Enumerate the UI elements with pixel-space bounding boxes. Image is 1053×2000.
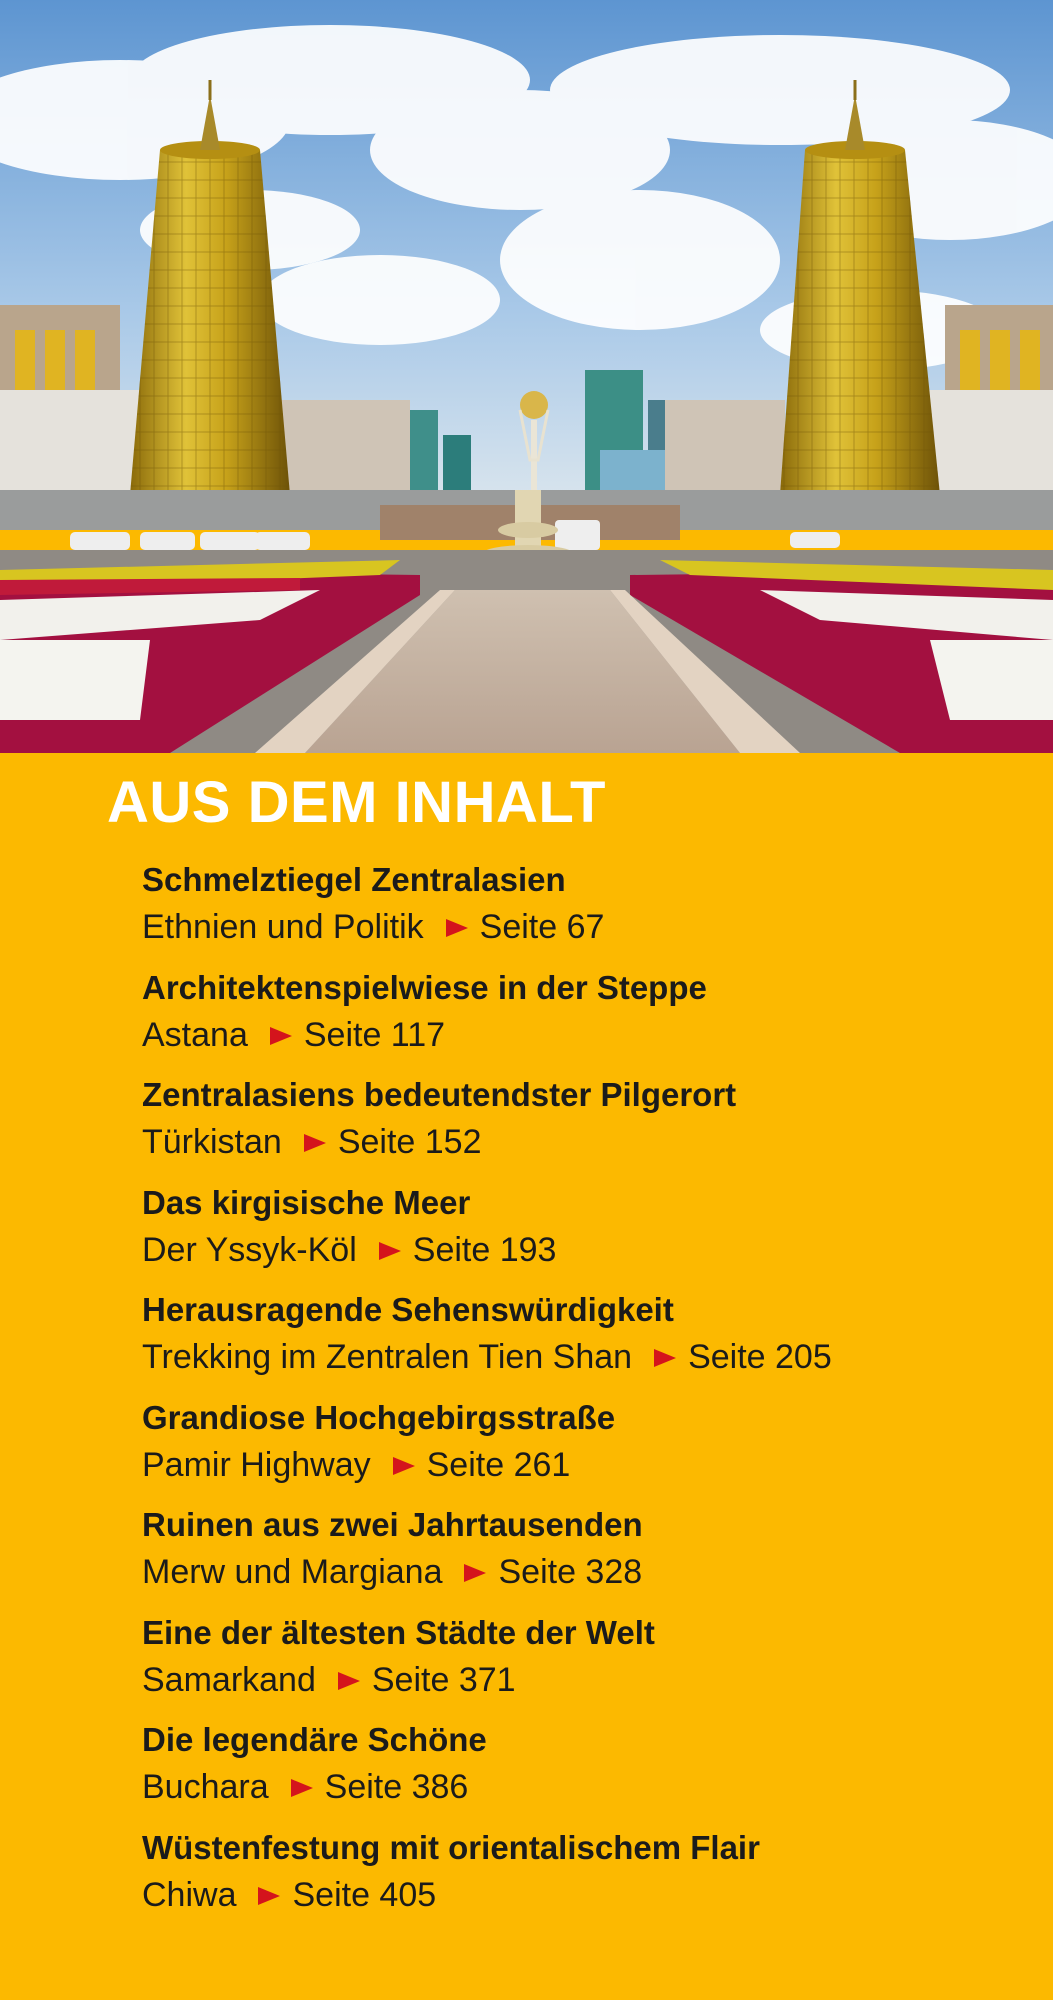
toc-list <box>142 857 1022 1932</box>
toc-entry-subtitle-row <box>142 1011 1022 1059</box>
arrow-right-icon <box>464 1564 486 1582</box>
toc-entry-title: Die legendäre Schöne <box>142 1721 487 1758</box>
toc-entry-subtitle: Astana <box>142 1015 248 1054</box>
toc-entry-title: Zentralasiens bedeutendster Pilgerort <box>142 1076 737 1113</box>
toc-entry-title: Ruinen aus zwei Jahrtausenden <box>142 1506 643 1543</box>
toc-entry[interactable] <box>142 857 1022 965</box>
toc-entry[interactable] <box>142 1717 1022 1825</box>
toc-entry-title: Das kirgisische Meer <box>142 1183 471 1221</box>
toc-entry-page[interactable]: Seite 261 <box>426 1445 571 1484</box>
arrow-right-icon <box>338 1672 360 1690</box>
toc-entry-title: Architektenspielwiese in der Steppe <box>142 968 707 1006</box>
arrow-right-icon <box>379 1242 401 1260</box>
toc-entry-subtitle-row <box>142 1333 1022 1381</box>
toc-entry-title: Herausragende Sehenswürdigkeit <box>142 1291 674 1328</box>
toc-entry-subtitle-row <box>142 1118 1022 1166</box>
arrow-right-icon <box>393 1457 415 1475</box>
toc-entry-title: Grandiose Hochgebirgsstraße <box>142 1398 616 1436</box>
toc-entry-subtitle-row <box>142 1763 1022 1811</box>
arrow-right-icon <box>291 1779 313 1797</box>
toc-entry-title: Eine der ältesten Städte der Welt <box>142 1613 655 1651</box>
toc-entry[interactable] <box>142 1072 1022 1180</box>
astana-cityscape-photo <box>0 0 1053 753</box>
toc-entry-subtitle: Trekking im Zentralen Tien Shan <box>142 1338 633 1376</box>
arrow-right-icon <box>446 919 468 937</box>
toc-entry[interactable] <box>142 1610 1022 1718</box>
toc-entry-page[interactable]: Seite 67 <box>479 908 605 946</box>
toc-entry-subtitle-row <box>142 903 1022 951</box>
toc-entry[interactable] <box>142 1180 1022 1288</box>
arrow-right-icon <box>258 1887 280 1905</box>
toc-entry-title: Wüstenfestung mit orientalischem Flair <box>142 1828 760 1866</box>
toc-entry-subtitle: Der Yssyk-Köl <box>142 1230 357 1269</box>
toc-entry-page[interactable]: Seite 117 <box>303 1015 446 1054</box>
toc-entry-subtitle-row <box>142 1226 1022 1274</box>
toc-entry[interactable] <box>142 1502 1022 1610</box>
toc-entry[interactable] <box>142 965 1022 1073</box>
toc-entry-page[interactable]: Seite 152 <box>337 1123 482 1161</box>
arrow-right-icon <box>270 1027 292 1045</box>
toc-entry-page[interactable]: Seite 405 <box>292 1875 437 1914</box>
toc-entry[interactable] <box>142 1287 1022 1395</box>
toc-entry[interactable] <box>142 1825 1022 1933</box>
toc-entry-page[interactable]: Seite 371 <box>371 1660 516 1699</box>
contents-panel <box>0 753 1053 2000</box>
toc-entry-subtitle: Merw und Margiana <box>142 1553 443 1591</box>
toc-entry-subtitle: Chiwa <box>142 1875 237 1914</box>
section-heading: AUS DEM INHALT <box>107 770 606 835</box>
toc-entry-subtitle: Samarkand <box>142 1660 316 1699</box>
toc-entry-subtitle-row <box>142 1656 1022 1704</box>
toc-entry-subtitle-row <box>142 1871 1022 1919</box>
toc-entry-subtitle-row <box>142 1548 1022 1596</box>
toc-entry-page[interactable]: Seite 386 <box>324 1768 469 1806</box>
toc-entry-page[interactable]: Seite 205 <box>688 1338 832 1376</box>
toc-entry-page[interactable]: Seite 328 <box>498 1553 643 1591</box>
toc-entry-subtitle-row <box>142 1441 1022 1489</box>
toc-entry-subtitle: Türkistan <box>142 1123 282 1161</box>
arrow-right-icon <box>304 1134 326 1152</box>
toc-entry-subtitle: Ethnien und Politik <box>142 908 424 946</box>
toc-entry[interactable] <box>142 1395 1022 1503</box>
toc-entry-title: Schmelztiegel Zentralasien <box>142 861 566 898</box>
toc-entry-subtitle: Buchara <box>142 1768 269 1806</box>
arrow-right-icon <box>654 1349 676 1367</box>
toc-entry-subtitle: Pamir Highway <box>142 1445 371 1484</box>
cover-photo <box>0 0 1053 753</box>
toc-entry-page[interactable]: Seite 193 <box>412 1230 557 1269</box>
